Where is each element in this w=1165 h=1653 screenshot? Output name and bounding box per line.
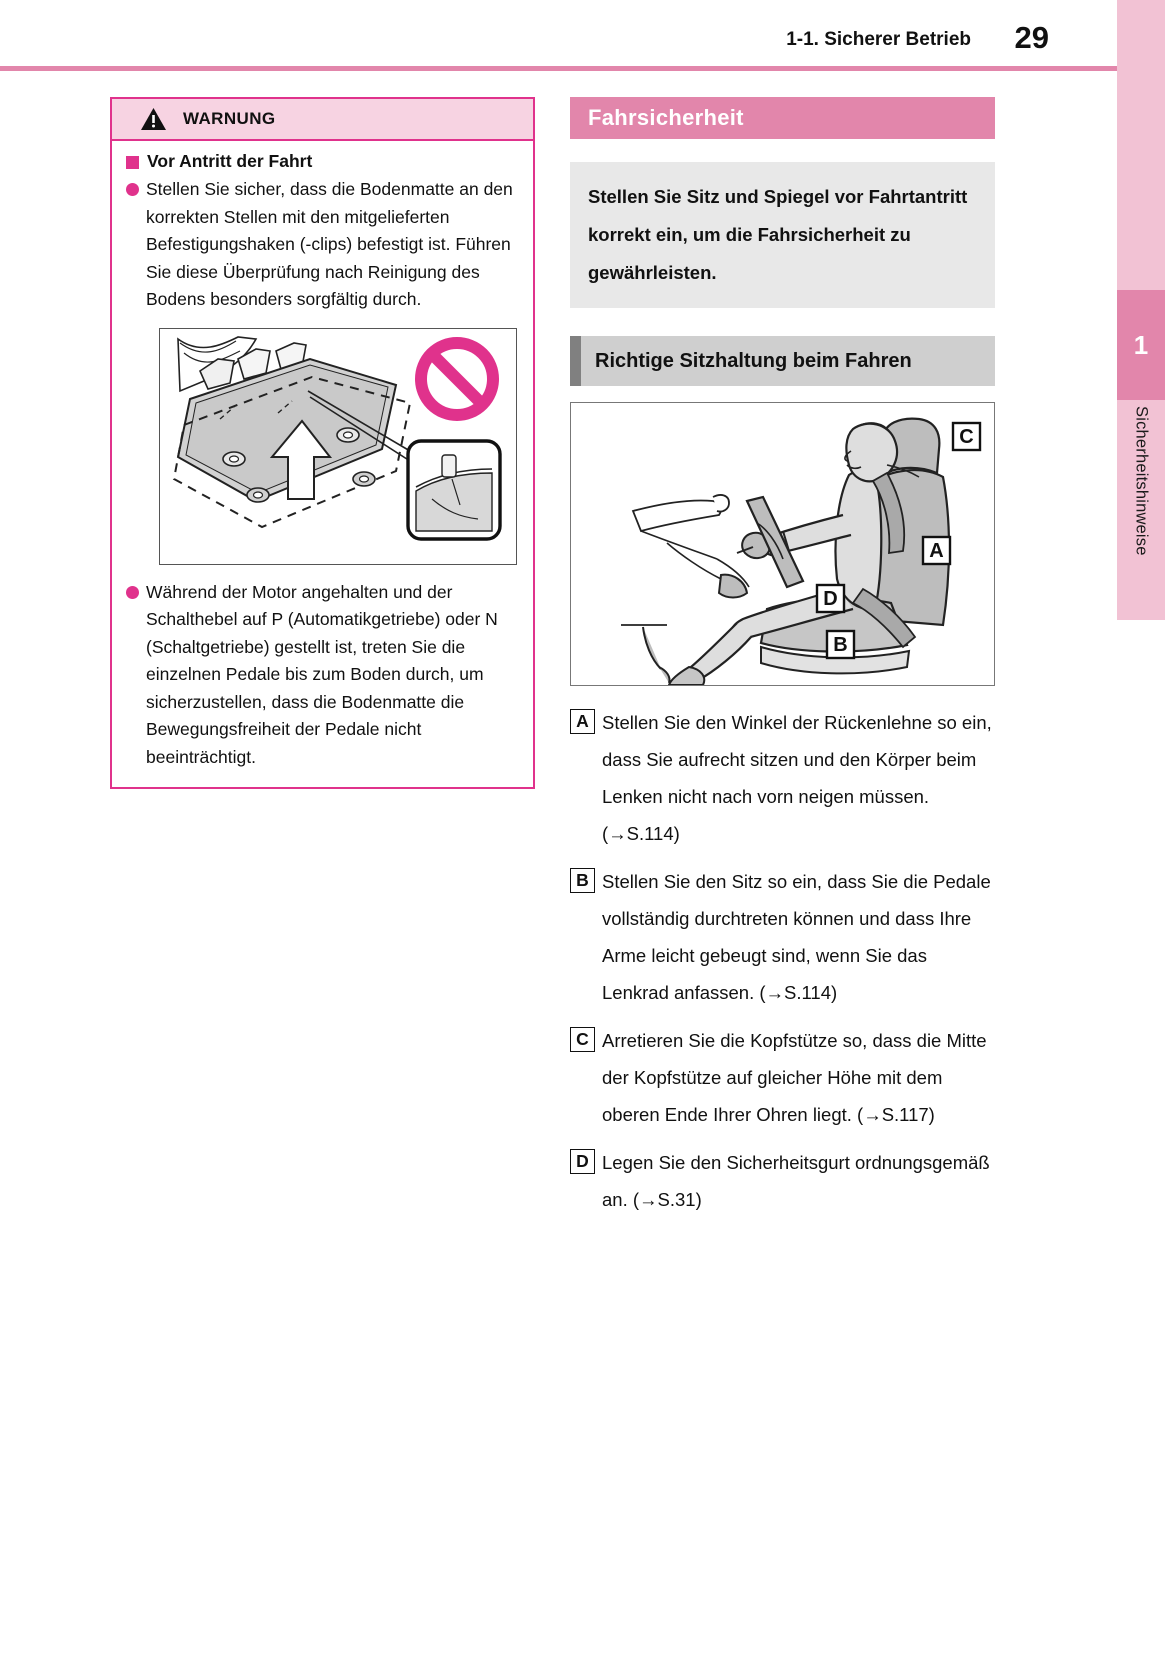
section-breadcrumb: 1-1. Sicherer Betrieb	[786, 29, 971, 50]
warning-title: WARNUNG	[183, 109, 276, 128]
warning-bullet-1-text: Stellen Sie sicher, dass die Bodenmatte an den korrekten Stellen mit den mitgelieferten Befestigungshaken (-clips) befestigt ist. Führen Sie diese Überprüfung nach Reinigung des Bodens besonders sorgfältig durch.	[146, 179, 513, 309]
warning-body	[112, 141, 533, 787]
warning-subheading	[126, 151, 519, 172]
callout-label-a: A	[570, 709, 595, 734]
svg-text:C: C	[959, 426, 974, 448]
warning-bullet-2	[126, 579, 519, 772]
right-column	[570, 97, 995, 1229]
intro-text: Stellen Sie Sitz und Spiegel vor Fahrtantritt korrekt ein, um die Fahrsicherheit zu gewährleisten.	[588, 186, 968, 283]
driving-posture-figure	[570, 402, 995, 686]
callout-label-C	[953, 423, 980, 450]
subsection-heading-text: Richtige Sitzhaltung beim Fahren	[595, 350, 912, 372]
square-bullet-icon	[126, 156, 139, 169]
callout-text-c: Arretieren Sie die Kopfstütze so, dass die Mitte der Kopfstütze auf gleicher Höhe mit dem oberen Ende Ihrer Ohren liegt. (→S.117)	[602, 1030, 987, 1125]
svg-text:B: B	[833, 634, 848, 656]
callout-item-b	[570, 863, 995, 1011]
callout-item-c	[570, 1022, 995, 1133]
callout-item-d	[570, 1144, 995, 1218]
section-heading-text: Fahrsicherheit	[588, 105, 744, 130]
chapter-number-badge: 1	[1117, 290, 1165, 400]
callout-label-c: C	[570, 1027, 595, 1052]
chapter-label-text: Sicherheitshinweise	[1132, 406, 1151, 556]
svg-text:A: A	[929, 540, 944, 562]
callout-label-D	[817, 585, 844, 612]
warning-bullet-1	[126, 176, 519, 314]
page-number: 29	[1014, 20, 1049, 55]
chapter-label	[1117, 400, 1165, 615]
callout-label-b: B	[570, 868, 595, 893]
chapter-side-tab	[1117, 0, 1165, 620]
callout-text-a: Stellen Sie den Winkel der Rückenlehne so ein, dass Sie aufrecht sitzen und den Körper beim Lenken nicht nach vorn neigen müssen. (→S.114)	[602, 712, 992, 844]
callout-label-d: D	[570, 1149, 595, 1174]
page-header	[0, 0, 1117, 68]
warning-header	[112, 99, 533, 141]
callout-text-b: Stellen Sie den Sitz so ein, dass Sie die Pedale vollständig durchtreten können und dass Ihre Arme leicht gebeugt sind, wenn Sie das Lenkrad anfassen. (→S.114)	[602, 871, 991, 1003]
floor-mat-figure	[159, 328, 517, 565]
round-bullet-icon	[126, 183, 139, 196]
callout-description-list	[570, 704, 995, 1218]
warning-subheading-text: Vor Antritt der Fahrt	[147, 151, 313, 171]
subsection-heading-bar	[570, 336, 995, 386]
warning-box	[110, 97, 535, 789]
callout-text-d: Legen Sie den Sicherheitsgurt ordnungsgemäß an. (→S.31)	[602, 1152, 990, 1210]
warning-triangle-icon	[140, 107, 167, 131]
callout-label-B	[827, 631, 854, 658]
svg-text:D: D	[823, 588, 838, 610]
header-divider	[0, 66, 1117, 71]
callout-item-a	[570, 704, 995, 852]
callout-label-A	[923, 537, 950, 564]
intro-callout-box	[570, 162, 995, 308]
round-bullet-icon	[126, 586, 139, 599]
warning-bullet-2-text: Während der Motor angehalten und der Schalthebel auf P (Automatikgetriebe) oder N (Schaltgetriebe) gestellt ist, treten Sie die einzelnen Pedale bis zum Boden durch, um sicherzustellen, dass die Bodenmatte die Bewegungsfreiheit der Pedale nicht beeinträchtigt.	[146, 581, 498, 767]
section-heading-bar	[570, 97, 995, 139]
